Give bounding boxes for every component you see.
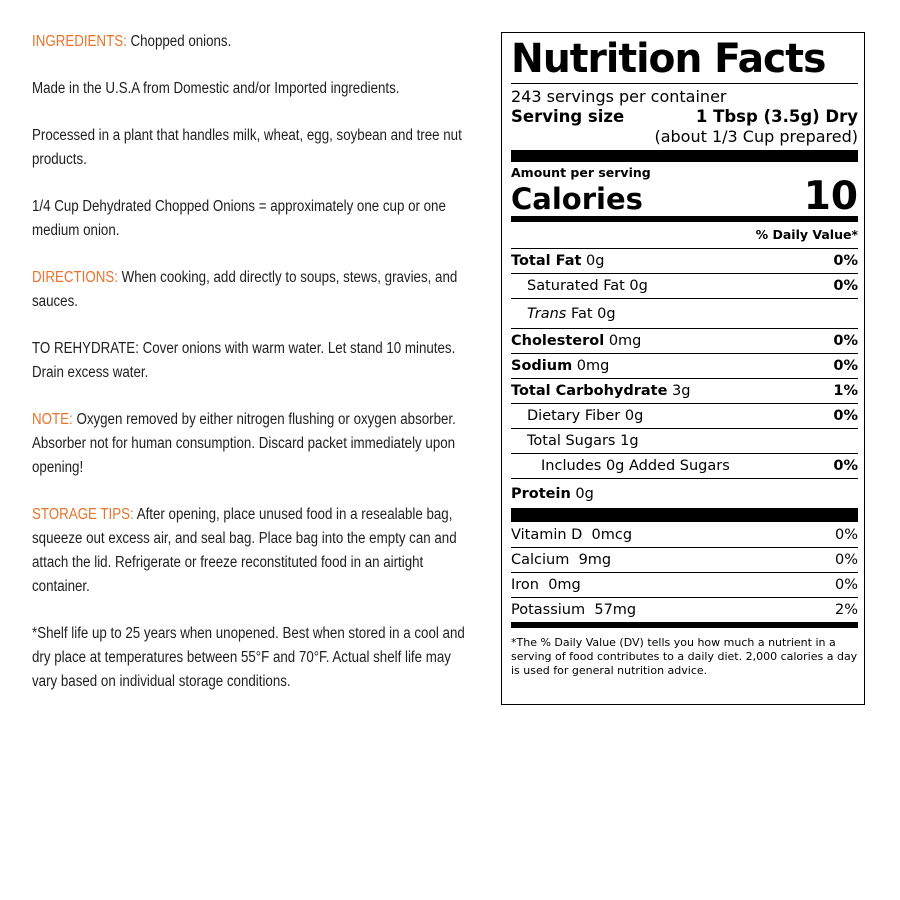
nutrient-amount: 0mg bbox=[548, 577, 581, 593]
calories-value: 10 bbox=[803, 174, 858, 219]
nutrient-dv: 2% bbox=[834, 602, 858, 618]
vitamin-row-calcium bbox=[511, 547, 858, 572]
nutrient-dv: 0% bbox=[834, 552, 858, 568]
equivalence-paragraph: 1/4 Cup Dehydrated Chopped Onions = approximately one cup or one medium onion. bbox=[32, 198, 446, 239]
rehydrate-paragraph bbox=[32, 337, 479, 385]
nutrient-dv: 0% bbox=[833, 358, 858, 374]
made-in-paragraph: Made in the U.S.A from Domestic and/or Imported ingredients. bbox=[32, 80, 400, 97]
nutrient-amount: 57mg bbox=[594, 602, 637, 618]
nutrient-label: Total Fat bbox=[511, 253, 582, 269]
storage-label: STORAGE TIPS: bbox=[32, 506, 134, 523]
nutrient-amount: 0mg bbox=[576, 358, 610, 374]
nutrient-label: Total Carbohydrate bbox=[511, 383, 668, 399]
serving-size-row bbox=[511, 107, 858, 126]
allergen-paragraph: Processed in a plant that handles milk, wheat, egg, soybean and tree nut products. bbox=[32, 127, 462, 168]
nutrient-row-dietary-fiber bbox=[511, 403, 858, 428]
serving-size-value: 1 Tbsp (3.5g) Dry bbox=[695, 107, 858, 126]
note-text: Oxygen removed by either nitrogen flushing or oxygen absorber. Absorber not for human consumption. Discard packet immediately upon opening! bbox=[32, 411, 456, 476]
nutrient-label: Potassium bbox=[511, 602, 586, 618]
nutrient-row-sodium bbox=[511, 353, 858, 378]
nutrient-label: Protein bbox=[511, 485, 571, 502]
nutrient-dv: 1% bbox=[833, 383, 858, 399]
calories-row bbox=[511, 174, 858, 219]
nutrient-row-cholesterol bbox=[511, 328, 858, 353]
nutrient-row-total-sugars bbox=[511, 428, 858, 453]
nutrient-label: Sodium bbox=[511, 358, 573, 374]
divider-thick bbox=[511, 150, 858, 162]
nutrient-dv: 0% bbox=[833, 253, 858, 269]
rehydrate-text: Cover onions with warm water. Let stand 10 minutes. Drain excess water. bbox=[32, 340, 456, 381]
divider-heavy bbox=[511, 508, 858, 522]
calories-label: Calories bbox=[511, 182, 643, 216]
nutrient-label: Trans bbox=[527, 305, 567, 322]
rehydrate-label: TO REHYDRATE: bbox=[32, 340, 139, 357]
daily-value-header: % Daily Value* bbox=[755, 227, 858, 242]
serving-size-label: Serving size bbox=[511, 107, 625, 126]
nutrient-dv: 0% bbox=[833, 333, 858, 349]
product-info bbox=[32, 30, 479, 717]
nutrient-row-total-fat bbox=[511, 248, 858, 273]
amount-per-serving: Amount per serving bbox=[511, 165, 651, 180]
nutrient-amount: 0mcg bbox=[591, 526, 633, 543]
nutrient-dv: 0% bbox=[834, 526, 858, 543]
note-paragraph bbox=[32, 408, 479, 480]
nutrient-row-added-sugars bbox=[511, 453, 858, 478]
nutrition-title: Nutrition Facts bbox=[511, 36, 826, 82]
daily-value-footnote: *The % Daily Value (DV) tells you how much a nutrient in a serving of food contributes to a daily diet. 2,000 calories a day is used for general nutrition advice. bbox=[511, 636, 858, 677]
nutrient-label: Iron bbox=[511, 577, 539, 593]
nutrient-label: Total Sugars bbox=[527, 433, 616, 449]
nutrient-amount: 1g bbox=[620, 433, 639, 449]
nutrient-dv: 0% bbox=[833, 278, 858, 294]
nutrient-label: Vitamin D bbox=[511, 526, 583, 543]
nutrient-label: Includes 0g Added Sugars bbox=[541, 458, 730, 474]
divider-medium-bottom bbox=[511, 622, 858, 628]
nutrient-amount: 0g bbox=[586, 253, 605, 269]
nutrient-label: Saturated Fat bbox=[527, 278, 625, 294]
nutrient-amount: 0g bbox=[575, 485, 594, 502]
note-label: NOTE: bbox=[32, 411, 73, 428]
directions-text: When cooking, add directly to soups, stews, gravies, and sauces. bbox=[32, 269, 458, 310]
nutrient-amount: 0mg bbox=[608, 333, 642, 349]
nutrient-label: Cholesterol bbox=[511, 333, 605, 349]
nutrient-row-protein bbox=[511, 478, 858, 508]
directions-paragraph bbox=[32, 266, 479, 314]
vitamin-row-potassium bbox=[511, 597, 858, 622]
ingredients-paragraph bbox=[32, 30, 479, 54]
nutrient-amount: 0g bbox=[629, 278, 648, 294]
vitamin-row-vitamin-d bbox=[511, 522, 858, 547]
nutrient-label: Calcium bbox=[511, 552, 570, 568]
nutrient-amount: 0g bbox=[624, 408, 644, 424]
nutrient-amount: 3g bbox=[672, 383, 691, 399]
nutrient-row-saturated-fat bbox=[511, 273, 858, 298]
servings-per-container: 243 servings per container bbox=[511, 87, 727, 106]
ingredients-text: Chopped onions. bbox=[126, 33, 232, 50]
nutrient-amount: 0g bbox=[597, 305, 616, 322]
nutrition-facts-panel bbox=[501, 32, 865, 705]
nutrient-dv: 0% bbox=[833, 458, 858, 474]
vitamin-row-iron bbox=[511, 572, 858, 597]
nutrient-row-total-carbohydrate bbox=[511, 378, 858, 403]
ingredients-label: INGREDIENTS: bbox=[32, 33, 127, 50]
serving-prepared: (about 1/3 Cup prepared) bbox=[654, 127, 858, 146]
nutrient-dv: 0% bbox=[834, 577, 858, 593]
nutrient-label: Dietary Fiber bbox=[527, 408, 621, 424]
nutrient-label-rest: Fat bbox=[570, 305, 593, 322]
directions-label: DIRECTIONS: bbox=[32, 269, 118, 286]
storage-text: After opening, place unused food in a resealable bag, squeeze out excess air, and seal bag. Place bag into the empty can and attach the lid. Refrigerate or freeze reconstituted food in an airtight container. bbox=[32, 506, 457, 595]
nutrient-amount: 9mg bbox=[578, 552, 612, 568]
nutrient-row-trans-fat bbox=[511, 298, 858, 328]
storage-paragraph bbox=[32, 503, 479, 599]
shelf-life-paragraph: *Shelf life up to 25 years when unopened. Best when stored in a cool and dry place at temperatures between 55°F and 70°F. Actual shelf life may vary based on individual storage conditions. bbox=[32, 625, 465, 690]
nutrient-dv: 0% bbox=[833, 408, 858, 424]
